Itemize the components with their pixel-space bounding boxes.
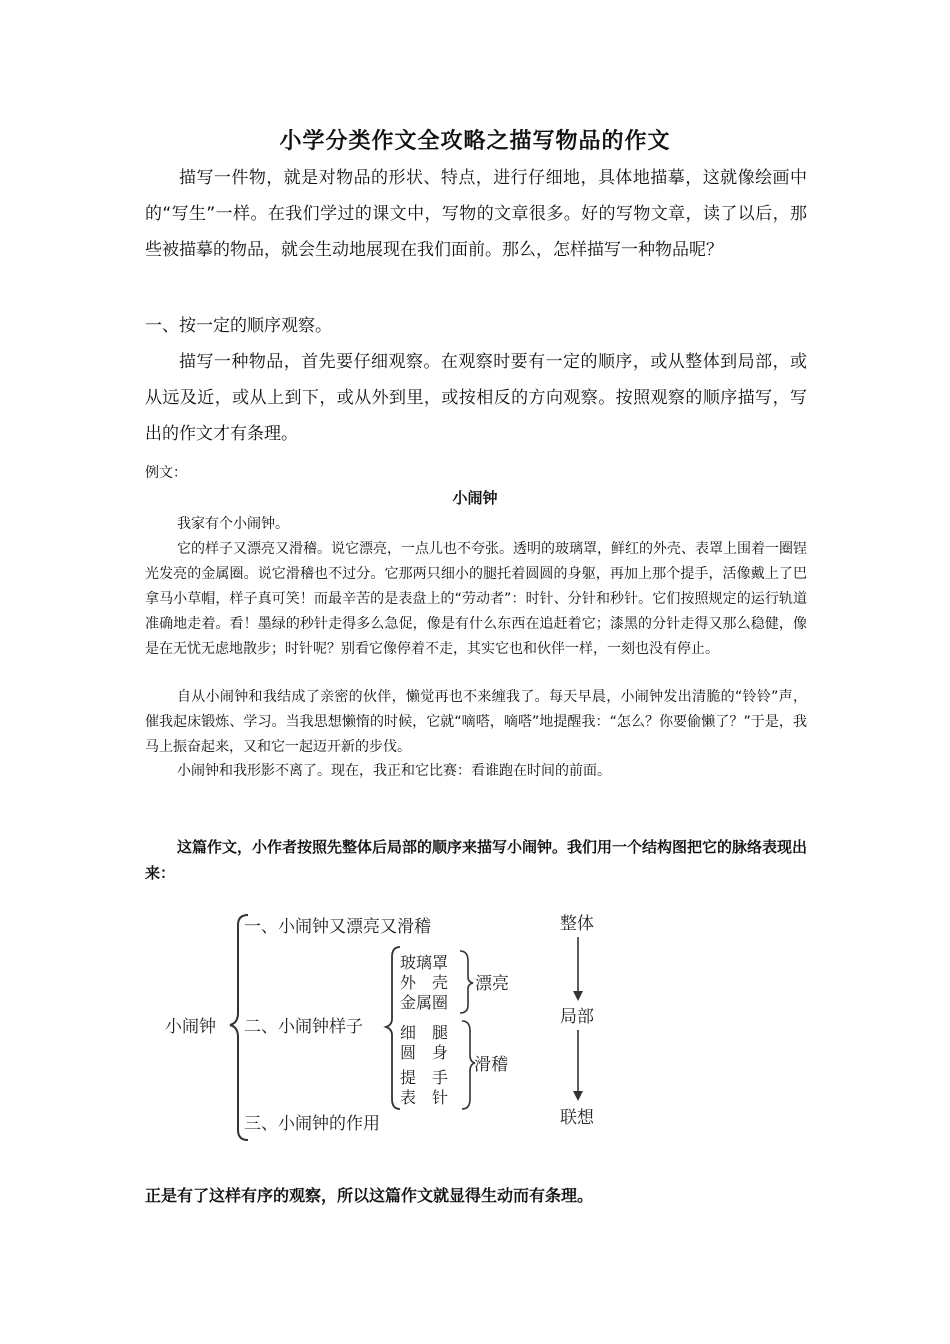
flow-step-whole: 整体 — [560, 914, 594, 934]
pretty-item: 外 壳 — [400, 973, 449, 992]
funny-item: 表 针 — [400, 1088, 449, 1107]
essay-paragraph-1: 我家有个小闹钟。 — [177, 516, 289, 532]
diagram-branch-1: 一、小闹钟又漂亮又滑稽 — [244, 917, 431, 937]
essay-paragraph-3: 自从小闹钟和我结成了亲密的伙伴，懒觉再也不来缠我了。每天早晨，小闹钟发出清脆的“铃铃”声，催我起床锻炼、学习。当我思想懒惰的时候，它就“嘀嗒，嘀嗒”地提醒我：“怎么？你要偷懒了？”于是，我马上振奋起来，又和它一起迈开新的步伐。 — [145, 689, 807, 755]
example-label: 例文： — [145, 465, 187, 481]
funny-item: 细 腿 — [400, 1023, 449, 1042]
essay-paragraph-4: 小闹钟和我形影不离了。现在，我正和它比赛：看谁跑在时间的前面。 — [177, 763, 611, 779]
structure-diagram — [160, 905, 640, 1150]
funny-item: 提 手 — [400, 1068, 449, 1087]
pretty-label: 漂亮 — [475, 974, 509, 994]
funny-label: 滑稽 — [474, 1055, 508, 1075]
flow-step-association: 联想 — [560, 1108, 594, 1128]
flow-step-part: 局部 — [560, 1007, 594, 1027]
sub-brace — [386, 947, 400, 1109]
pretty-brace — [460, 951, 473, 1013]
diagram-branch-2: 二、小闹钟样子 — [244, 1017, 363, 1037]
pretty-item: 玻璃罩 — [400, 953, 449, 972]
flow-arrowhead-1 — [573, 991, 583, 1001]
section-body: 描写一种物品，首先要仔细观察。在观察时要有一定的顺序，或从整体到局部，或从远及近，或从上到下，或从外到里，或按相反的方向观察。按照观察的顺序描写，写出的作文才有条理。 — [145, 352, 807, 444]
section-heading: 一、按一定的顺序观察。 — [145, 316, 332, 336]
analysis-paragraph: 这篇作文，小作者按照先整体后局部的顺序来描写小闹钟。我们用一个结构图把它的脉络表现出来： — [145, 838, 808, 882]
diagram-branch-3: 三、小闹钟的作用 — [244, 1114, 380, 1134]
flow-arrowhead-2 — [573, 1091, 583, 1101]
pretty-item: 金属圈 — [400, 993, 449, 1012]
essay-title: 小闹钟 — [452, 489, 498, 507]
funny-item: 圆 身 — [400, 1043, 449, 1062]
essay-paragraph-2: 它的样子又漂亮又滑稽。说它漂亮，一点儿也不夸张。透明的玻璃罩，鲜红的外壳、表罩上围着一圈锃光发亮的金属圈。说它滑稽也不过分。它那两只细小的腿托着圆圆的身躯，再加上那个提手，活像戴上了巴拿马小草帽，样子真可笑！而最辛苦的是表盘上的“劳动者”：时针、分针和秒针。它们按照规定的运行轨道准确地走着。看！墨绿的秒针走得多么急促，像是有什么东西在追赶着它；漆黑的分针走得又那么稳健，像是在无忧无虑地散步；时针呢？别看它像停着不走，其实它也和伙伴一样，一刻也没有停止。 — [145, 541, 807, 657]
diagram-root: 小闹钟 — [165, 1017, 216, 1037]
conclusion: 正是有了这样有序的观察，所以这篇作文就显得生动而有条理。 — [145, 1186, 594, 1205]
page-title: 小学分类作文全攻略之描写物品的作文 — [279, 129, 671, 154]
intro-paragraph: 描写一件物，就是对物品的形状、特点，进行仔细地，具体地描摹，这就像绘画中的“写生”一样。在我们学过的课文中，写物的文章很多。好的写物文章，读了以后，那些被描摹的物品，就会生动地展现在我们面前。那么，怎样描写一种物品呢？ — [145, 168, 807, 260]
